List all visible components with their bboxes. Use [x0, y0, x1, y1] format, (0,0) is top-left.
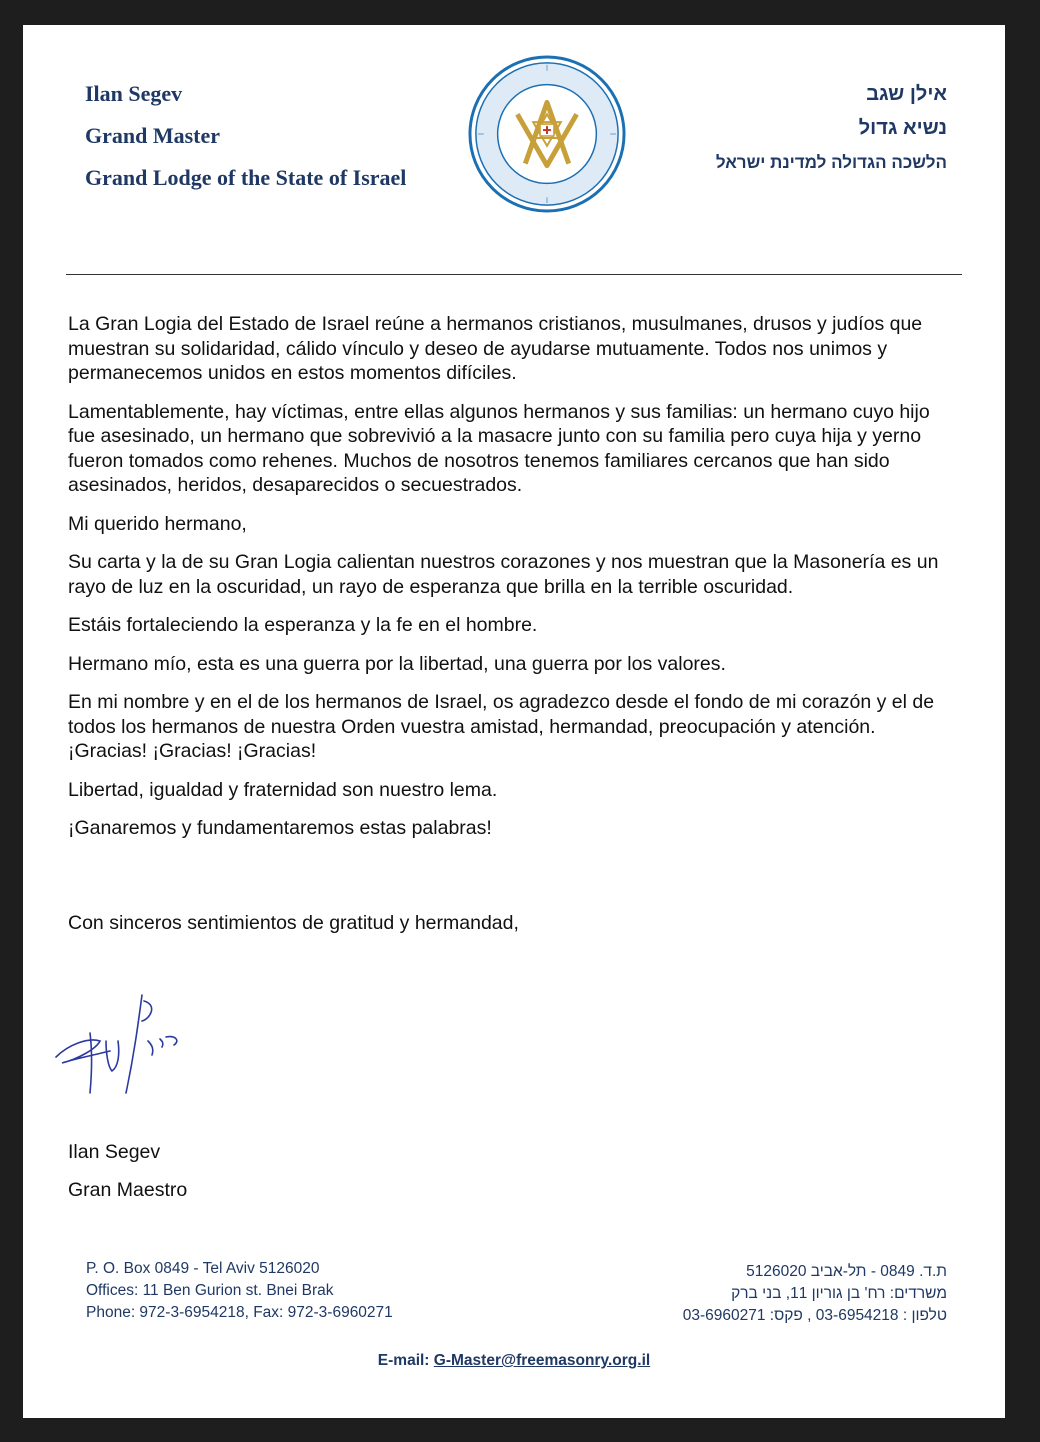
- footer-line: Phone: 972-3-6954218, Fax: 972-3-6960271: [86, 1304, 393, 1321]
- email-link[interactable]: G-Master@freemasonry.org.il: [433, 1352, 651, 1369]
- paragraph: La Gran Logia del Estado de Israel reúne a hermanos cristianos, musulmanes, drusos y judíos que muestran su solidaridad, cálido vínculo y deseo de ayudarse mutuamente. Todos nos unimos y permanecemos unidos en estos momentos difíciles.: [68, 313, 923, 384]
- letter-body: [68, 312, 958, 855]
- footer-email: [23, 1352, 1005, 1370]
- paragraph: Lamentablemente, hay víctimas, entre ellas algunos hermanos y sus familias: un hermano cuyo hijo fue asesinado, un hermano que sobrevivió a la masacre junto con su familia pero cuya hija y yerno fueron tomados como rehenes. Muchos de nosotros tenemos familiares cercanos que han sido asesinados, heridos, desaparecidos o secuestrados.: [68, 400, 930, 496]
- footer-line: טלפון : 03-6954218 , פקס: 03-6960271: [682, 1307, 947, 1324]
- header-divider: [66, 274, 962, 275]
- footer-line: P. O. Box 0849 - Tel Aviv 5126020: [86, 1260, 320, 1277]
- email-label: E-mail:: [377, 1352, 430, 1369]
- paragraph: Libertad, igualdad y fraternidad son nuestro lema.: [68, 778, 498, 801]
- paragraph: ¡Ganaremos y fundamentaremos estas palabras!: [68, 817, 492, 839]
- footer-line: משרדים: רח' בן גוריון 11, בני ברק: [731, 1285, 947, 1302]
- signatory-name: Ilan Segev: [68, 1141, 161, 1163]
- paragraph: Estáis fortaleciendo la esperanza y la fe en el hombre.: [68, 614, 538, 636]
- sender-name: Ilan Segev: [85, 81, 183, 106]
- grand-lodge-seal-logo: [468, 55, 626, 213]
- sender-name-hebrew: אילן שגב: [866, 83, 947, 105]
- footer-address-hebrew: [683, 1261, 947, 1327]
- paragraph: Su carta y la de su Gran Logia calientan nuestros corazones y nos muestran que la Masonería es un rayo de luz en la oscuridad, un rayo de esperanza que brilla en la terrible oscuridad.: [68, 551, 939, 598]
- paragraph: Hermano mío, esta es una guerra por la libertad, una guerra por los valores.: [68, 652, 726, 675]
- closing-line: Con sinceros sentimientos de gratitud y hermandad,: [68, 912, 519, 934]
- sender-organization: Grand Lodge of the State of Israel: [85, 165, 407, 190]
- letterhead-right-hebrew: [716, 83, 947, 173]
- footer-line: Offices: 11 Ben Gurion st. Bnei Brak: [86, 1282, 334, 1299]
- letter-page: [23, 25, 1005, 1418]
- paragraph: Mi querido hermano,: [68, 512, 247, 535]
- sender-organization-hebrew: הלשכה הגדולה למדינת ישראל: [715, 153, 947, 172]
- sender-title-hebrew: נשיא גדול: [858, 117, 947, 139]
- signatory-title: Gran Maestro: [68, 1179, 188, 1201]
- letterhead-left: [85, 80, 406, 206]
- footer-address-english: [86, 1258, 393, 1324]
- paragraph: En mi nombre y en el de los hermanos de Israel, os agradezco desde el fondo de mi corazón y el de todos los hermanos de nuestra Orden vuestra amistad, hermandad, preocupación y atención. ¡Gracias! ¡Gracias! ¡Gracias!: [68, 691, 935, 762]
- handwritten-signature: [48, 975, 198, 1115]
- footer-line: ת.ד. 0849 - תל-אביב 5126020: [746, 1263, 947, 1280]
- sender-title: Grand Master: [85, 123, 221, 148]
